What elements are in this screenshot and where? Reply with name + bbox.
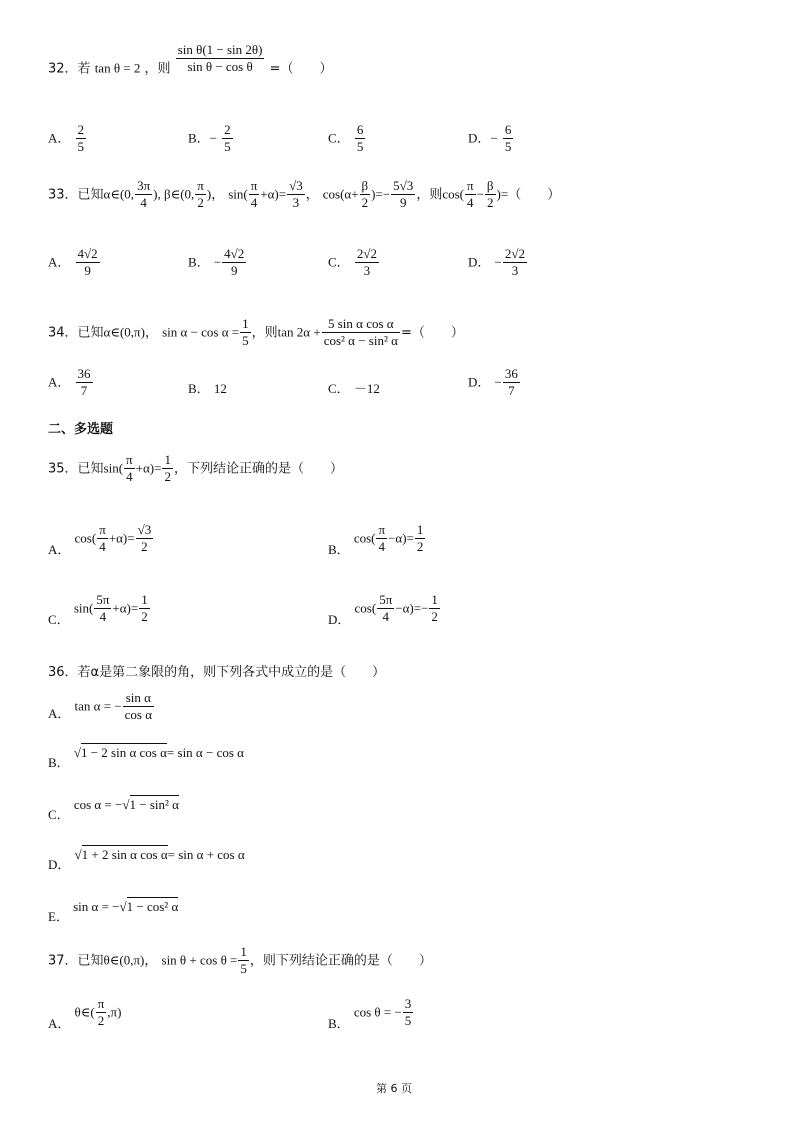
expr-text: ,π): [107, 1004, 122, 1020]
option-label: C．: [328, 130, 350, 146]
expr-fraction: [94, 592, 111, 626]
expr-text: cos(: [353, 530, 376, 546]
option-label: D．: [468, 374, 491, 390]
cond-text: ，则: [416, 186, 443, 202]
numerator: 5π: [94, 592, 111, 609]
sqrt-symbol: √: [74, 847, 82, 862]
numerator: β: [360, 178, 371, 195]
question-33: [48, 178, 560, 212]
cond-text: ，下列结论正确的是（ ）: [173, 461, 343, 477]
expr-text: θ∈(: [74, 1004, 95, 1020]
question-35-prefix: 35．已知: [48, 461, 104, 477]
section-heading: 二、多选题: [48, 422, 114, 437]
numerator: 36: [76, 366, 93, 383]
option-fraction: [76, 246, 100, 280]
question-37: [48, 944, 432, 978]
expr-text: cos α = −: [73, 797, 123, 812]
sqrt-symbol: √: [73, 745, 81, 760]
numerator: 3: [403, 996, 414, 1013]
option-sign: −: [490, 130, 498, 146]
question-35-option-c: [48, 592, 151, 626]
option-label: C．: [48, 807, 70, 822]
option-b: [188, 378, 227, 397]
cond-fraction: [360, 178, 371, 212]
denominator: 5: [404, 1013, 412, 1029]
question-32-denominator: sin θ − cos θ: [187, 59, 253, 75]
cond-text: sin(: [103, 460, 124, 476]
denominator: 4: [467, 195, 474, 211]
option-sign: −: [213, 254, 222, 270]
denominator: 4: [382, 609, 389, 625]
cond-fraction: [135, 178, 152, 212]
numerator: 1: [429, 592, 440, 609]
expr-text: cos θ = −: [353, 1004, 402, 1020]
option-fraction: [222, 246, 246, 280]
question-36-stem: 36．若α是第二象限的角，则下列各式中成立的是（ ）: [48, 665, 386, 680]
numerator: 2: [76, 122, 87, 139]
numerator: 2√2: [355, 246, 379, 263]
denominator: 2: [361, 195, 369, 211]
question-32-numerator: sin θ(1 − sin 2θ): [176, 42, 265, 59]
denominator: 4: [378, 539, 386, 555]
denominator: 7: [508, 383, 515, 399]
question-34: [48, 316, 464, 350]
cond-fraction: [162, 452, 173, 486]
numerator: 1: [415, 522, 426, 539]
denominator: cos² α − sin² α: [323, 333, 398, 349]
denominator: 7: [80, 383, 88, 399]
numerator: √3: [136, 522, 154, 539]
cond-text: cos(α+: [322, 186, 359, 202]
expr-text: −α)=−: [395, 600, 429, 616]
expr-fraction: [96, 996, 107, 1030]
expr-fraction: [376, 522, 387, 556]
option-a: [48, 122, 87, 156]
option-d: [468, 366, 521, 400]
cond-text: α∈(0,π)，: [103, 324, 158, 340]
denominator: cos α: [124, 707, 153, 723]
numerator: √3: [287, 178, 305, 195]
numerator: 5 sin α cos α: [322, 316, 400, 333]
cond-fraction: [322, 316, 400, 350]
question-32-fraction: [176, 42, 265, 76]
question-32-suffix: =（ ）: [269, 61, 333, 77]
question-35-option-d: [328, 592, 441, 626]
expr-fraction: [377, 592, 394, 626]
expr-text: sin(: [73, 600, 94, 616]
denominator: 9: [399, 195, 407, 211]
question-36-option-b: [48, 742, 244, 770]
cond-text: α∈(0,: [103, 186, 135, 202]
expr-text: −α)=: [388, 530, 414, 546]
cond-text: ，则: [251, 325, 278, 341]
option-c: [328, 122, 366, 156]
option-label: B．: [188, 130, 210, 146]
numerator: 1: [162, 452, 173, 469]
option-b: [188, 122, 234, 156]
question-36-option-d: [48, 844, 245, 872]
question-32-prefix: 32．若: [48, 61, 91, 77]
option-label: D．: [468, 254, 491, 270]
option-sign: −: [494, 254, 502, 270]
question-32-mid: ，则: [144, 61, 171, 77]
sqrt-content: 1 − 2 sin α cos α: [80, 745, 167, 760]
option-fraction: [76, 122, 87, 156]
numerator: β: [485, 178, 496, 195]
option-fraction: [503, 366, 520, 400]
cond-text: sin θ + cos θ =: [161, 952, 238, 968]
denominator: 5: [356, 139, 364, 155]
question-33-prefix: 33．已知: [48, 187, 104, 203]
denominator: 2: [197, 195, 204, 211]
numerator: 6: [503, 122, 514, 139]
denominator: 2: [416, 539, 424, 555]
denominator: 4: [99, 609, 107, 625]
option-fraction: [355, 246, 379, 280]
option-label: D．: [48, 857, 71, 872]
cond-fraction: [465, 178, 476, 212]
numerator: 2√2: [503, 246, 527, 263]
denominator: 5: [224, 139, 231, 155]
option-label: D．: [328, 612, 351, 628]
denominator: 2: [141, 539, 148, 555]
denominator: 9: [84, 263, 91, 279]
numerator: π: [96, 996, 107, 1013]
option-label: C．: [328, 254, 350, 270]
option-label: A．: [48, 254, 71, 270]
option-d: [468, 122, 514, 156]
denominator: 5: [77, 139, 85, 155]
denominator: 5: [504, 139, 512, 155]
cond-text: +α)=: [135, 460, 162, 476]
option-fraction: [503, 246, 527, 280]
expr-fraction: [415, 522, 426, 556]
question-36-option-a: [48, 690, 155, 724]
cond-fraction: [485, 178, 496, 212]
cond-fraction: [287, 178, 305, 212]
cond-text: sin α − cos α =: [162, 324, 240, 340]
expr-text: cos(: [74, 530, 97, 546]
option-value: －12: [353, 381, 380, 396]
numerator: π: [195, 178, 206, 195]
option-b: [188, 246, 247, 280]
numerator: 6: [355, 122, 366, 139]
expr-fraction: [139, 592, 150, 626]
option-value: 12: [213, 381, 227, 396]
numerator: 1: [238, 944, 249, 961]
cond-text: ，则下列结论正确的是（ ）: [249, 953, 432, 969]
numerator: 5π: [377, 592, 394, 609]
option-c: [328, 378, 380, 397]
cond-text: )=（ ）: [496, 186, 561, 202]
question-35-option-a: [48, 522, 154, 556]
option-d: [468, 246, 528, 280]
option-label: A．: [48, 1016, 71, 1032]
numerator: π: [376, 522, 387, 539]
denominator: 4: [140, 195, 147, 211]
question-34-prefix: 34．已知: [48, 325, 104, 341]
numerator: 5√3: [391, 178, 415, 195]
denominator: 2: [164, 469, 171, 485]
question-37-option-b: [328, 996, 414, 1030]
question-35-option-b: [328, 522, 426, 556]
numerator: sin α: [123, 690, 154, 707]
denominator: 9: [230, 263, 238, 279]
expr-text: +α)=: [108, 530, 135, 546]
denominator: 2: [97, 1013, 105, 1029]
expr-text: tan α = −: [74, 698, 122, 714]
option-sign: −: [209, 130, 218, 146]
expr-fraction: [136, 522, 154, 556]
cond-fraction: [249, 178, 260, 212]
sqrt-content: 1 + 2 sin α cos α: [81, 847, 168, 862]
numerator: 4√2: [76, 246, 100, 263]
expr-fraction: [429, 592, 440, 626]
numerator: π: [124, 452, 135, 469]
question-37-option-a: [48, 996, 121, 1030]
option-fraction: [222, 122, 233, 156]
cond-fraction: [240, 316, 251, 350]
denominator: 5: [240, 961, 247, 977]
sqrt-content: 1 − sin² α: [129, 797, 179, 812]
cond-fraction: [238, 944, 249, 978]
expr-text: sin α = −: [73, 899, 120, 914]
numerator: 2: [222, 122, 233, 139]
cond-text: sin(: [228, 186, 248, 202]
option-label: A．: [48, 542, 71, 558]
cond-text: θ∈(0,π)，: [103, 952, 158, 968]
numerator: 36: [503, 366, 520, 383]
sqrt-content: 1 − cos² α: [126, 899, 179, 914]
expr-text: = sin α − cos α: [166, 745, 244, 760]
numerator: 1: [139, 592, 150, 609]
option-fraction: [355, 122, 366, 156]
option-label: B．: [188, 254, 210, 270]
cond-text: tan 2α +: [277, 324, 321, 340]
numerator: π: [465, 178, 476, 195]
expr-fraction: [97, 522, 108, 556]
numerator: 1: [240, 316, 251, 333]
sqrt-symbol: √: [122, 797, 130, 812]
option-label: B．: [48, 755, 70, 770]
option-fraction: [503, 122, 514, 156]
question-35: [48, 452, 343, 486]
option-label: D．: [468, 130, 491, 146]
option-label: A．: [48, 130, 71, 146]
cond-text: cos(: [442, 186, 464, 202]
option-label: E．: [48, 909, 69, 924]
expr-fraction: [123, 690, 154, 724]
cond-text: ), β∈(0,: [153, 186, 195, 202]
expr-text: +α)=: [112, 600, 139, 616]
sqrt-symbol: √: [119, 899, 127, 914]
option-fraction: [76, 366, 93, 400]
denominator: 3: [363, 263, 371, 279]
denominator: 2: [486, 195, 494, 211]
cond-text: =（ ）: [400, 325, 464, 341]
numerator: π: [249, 178, 260, 195]
option-a: [48, 246, 101, 280]
cond-text: −: [476, 186, 484, 202]
numerator: π: [97, 522, 108, 539]
numerator: 3π: [135, 178, 152, 195]
option-label: B．: [328, 542, 350, 558]
denominator: 2: [431, 609, 438, 625]
cond-text: ，: [305, 186, 319, 202]
cond-text: )，: [206, 186, 225, 202]
expr-text: = sin α + cos α: [167, 847, 245, 862]
denominator: 4: [99, 539, 106, 555]
expr-text: cos(: [354, 600, 377, 616]
option-label: C．: [48, 612, 70, 628]
cond-text: )=−: [371, 186, 391, 202]
cond-fraction: [124, 452, 135, 486]
option-label: A．: [48, 374, 71, 390]
numerator: 4√2: [222, 246, 246, 263]
question-32-condition: tan θ = 2: [94, 60, 141, 76]
expr-fraction: [403, 996, 414, 1030]
question-36-option-c: [48, 794, 179, 822]
cond-fraction: [391, 178, 415, 212]
option-label: A．: [48, 706, 71, 722]
denominator: 2: [141, 609, 148, 625]
denominator: 4: [250, 195, 258, 211]
question-32: [48, 42, 333, 86]
denominator: 5: [242, 333, 249, 349]
option-c: [328, 246, 380, 280]
option-label: C．: [328, 381, 350, 396]
option-sign: −: [494, 374, 502, 390]
cond-fraction: [195, 178, 206, 212]
option-a: [48, 366, 94, 400]
cond-text: +α)=: [260, 186, 287, 202]
page-number: 第 6 页: [376, 1082, 412, 1095]
option-label: B．: [328, 1016, 350, 1032]
option-label: B．: [188, 381, 210, 396]
question-36-option-e: [48, 896, 179, 924]
denominator: 3: [511, 263, 519, 279]
question-37-prefix: 37．已知: [48, 953, 104, 969]
denominator: 4: [126, 469, 133, 485]
denominator: 3: [292, 195, 300, 211]
